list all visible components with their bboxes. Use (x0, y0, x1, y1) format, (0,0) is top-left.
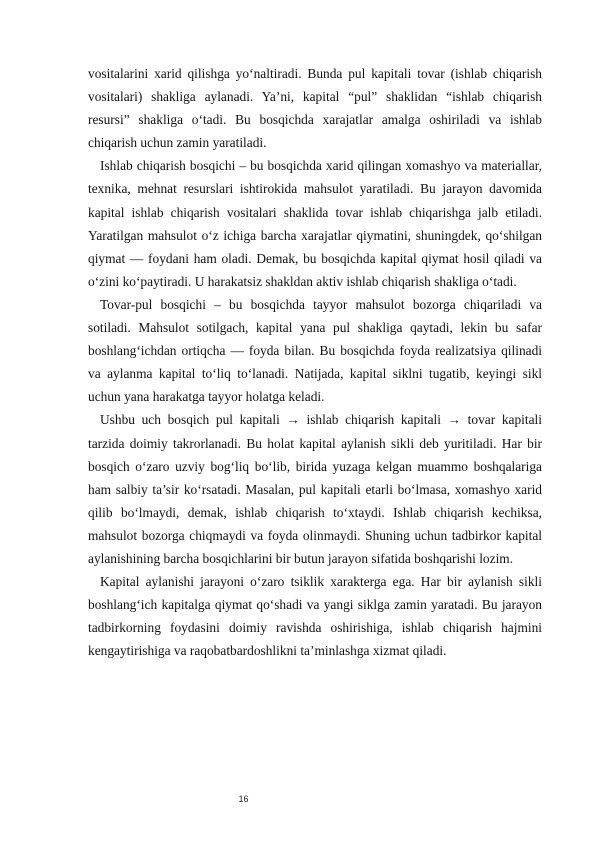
paragraph-commodity-money-stage: Tovar-pul bosqichi – bu bosqichda tayyor mahsulot bozorga chiqariladi va sotiladi. Mahsulot sotilgach, kapital yana pul shakliga qaytadi, lekin bu safar boshlang‘ichdan ortiqcha — foyda bilan. Bu bosqichda foyda realizatsiya qilinadi va aylanma kapital to‘liq to‘lanadi. Natijada, kapital siklni tugatib, keyingi sikl uchun yana harakatga tayyor holatga keladi. (88, 296, 542, 405)
document-body (88, 62, 542, 662)
page-number (0, 794, 595, 804)
page-number-label: 16 (238, 794, 249, 804)
paragraph-production-stage: Ishlab chiqarish bosqichi – bu bosqichda xarid qilingan xomashyo va materiallar, texnika, mehnat resurslari ishtirokida mahsulot yaratiladi. Bu jarayon davomida kapital ishlab chiqarish vositalari shaklida tovar ishlab chiqarishga jalb etiladi. Yaratilgan mahsulot o‘z ichiga barcha xarajatlar qiymatini, shuningdek, qo‘shilgan qiymat — foydani ham oladi. Demak, bu bosqichda kapital qiymat hosil qiladi va o‘zini ko‘paytiradi. U harakatsiz shakldan aktiv ishlab chiqarish shakliga o‘tadi. (88, 158, 542, 289)
paragraph-cyclic-character: Kapital aylanishi jarayoni o‘zaro tsiklik xarakterga ega. Har bir aylanish sikli boshlang‘ich kapitalga qiymat qo‘shadi va yangi siklga zamin yaratadi. Bu jarayon tadbirkorning foydasini doimiy ravishda oshirishiga, ishlab chiqarish hajmini kengaytirishiga va raqobatbardoshlikni ta’minlashga xizmat qiladi. (88, 574, 542, 659)
paragraph-continuation: vositalarini xarid qilishga yo‘naltiradi. Bunda pul kapitali tovar (ishlab chiqarish vositalari) shakliga aylanadi. Ya’ni, kapital “pul” shaklidan “ishlab chiqarish resursi” shakliga o‘tadi. Bu bosqichda xarajatlar amalga oshiriladi va ishlab chiqarish uchun zamin yaratiladi. (88, 66, 542, 151)
paragraph-cycle-summary: Ushbu uch bosqich pul kapitali → ishlab chiqarish kapitali → tovar kapitali tarzida doimiy takrorlanadi. Bu holat kapital aylanish sikli deb yuritiladi. Har bir bosqich o‘zaro uzviy bog‘liq bo‘lib, birida yuzaga kelgan muammo boshqalariga ham salbiy ta’sir ko‘rsatadi. Masalan, pul kapitali etarli bo‘lmasa, xomashyo xarid qilib bo‘lmaydi, demak, ishlab chiqarish to‘xtaydi. Ishlab chiqarish kechiksa, mahsulot bozorga chiqmaydi va foyda olinmaydi. Shuning uchun tadbirkor kapital aylanishining barcha bosqichlarini bir butun jarayon sifatida boshqarishi lozim. (88, 412, 542, 566)
